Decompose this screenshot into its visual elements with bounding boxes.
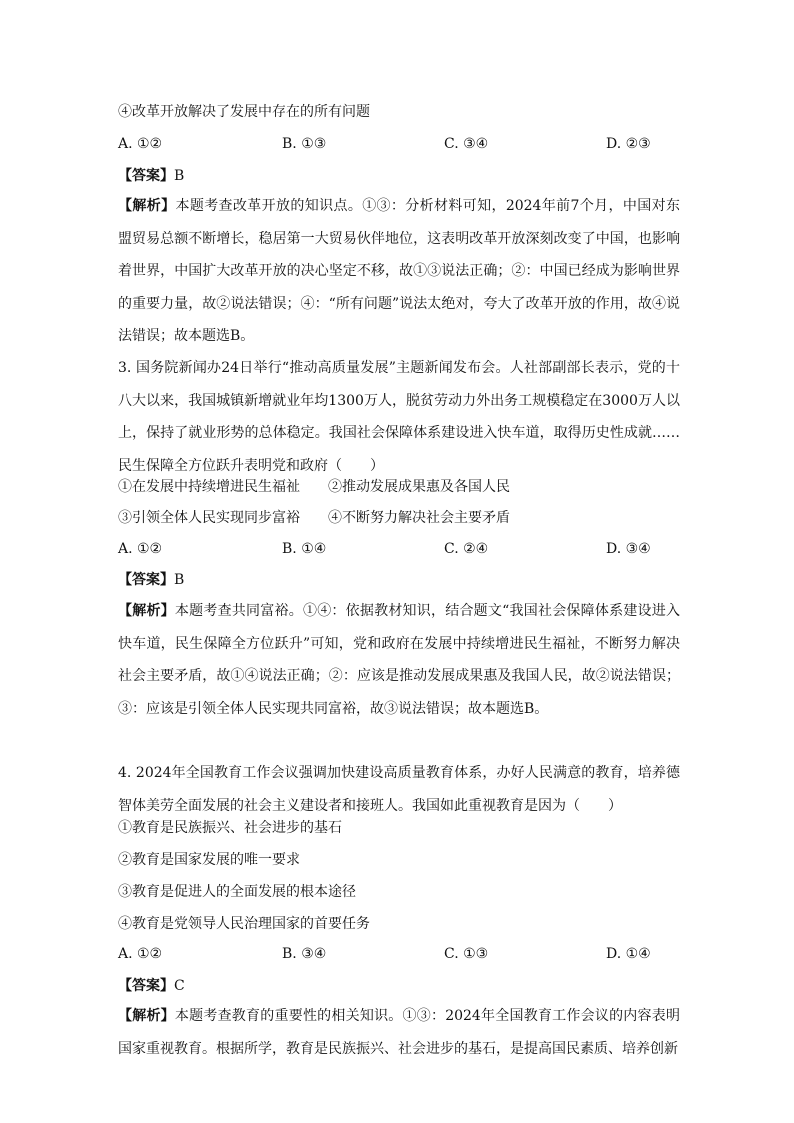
q4-item-1: ①教育是民族振兴、社会进步的基石 <box>118 820 342 836</box>
analysis-label: 【解析】 <box>118 1008 175 1024</box>
q4-options <box>118 944 688 964</box>
q2-answer <box>118 166 184 186</box>
q4-option-d: D. ①④ <box>606 946 651 962</box>
answer-value: B <box>174 572 185 588</box>
q3-option-b: B. ①④ <box>282 541 327 557</box>
q2-option-c: C. ③④ <box>444 136 489 152</box>
analysis-text: 本题考查改革开放的知识点。①③：分析材料可知，2024年前7个月，中国对东盟贸易总额不断增长，稳居第一大贸易伙伴地位，这表明改革开放深刻改变了中国，也影响着世界，中国扩大改革开放的决心坚定不移，故①③说法正确；②：中国已经成为影响世界的重要力量，故②说法错误；④：“所有问题”说法太绝对，夸大了改革开放的作用，故④说法错误；故本题选B。 <box>118 198 681 344</box>
q3-item-2: ②推动发展成果惠及各国人民 <box>328 479 510 495</box>
analysis-text: 本题考查教育的重要性的相关知识。①③：2024年全国教育工作会议的内容表明国家重视教育。根据所学，教育是民族振兴、社会进步的基石，是提高国民素质、培养创新 <box>118 1008 680 1057</box>
q2-options <box>118 134 688 154</box>
q4-option-b: B. ③④ <box>282 946 327 962</box>
q3-item-row-2 <box>118 508 510 528</box>
q2-option-d: D. ②③ <box>606 136 651 152</box>
q4-answer <box>118 976 185 996</box>
q3-item-4: ④不断努力解决社会主要矛盾 <box>328 510 510 526</box>
q4-stem: 4. 2024年全国教育工作会议强调加快建设高质量教育体系，办好人民满意的教育，培养德智体美劳全面发展的社会主义建设者和接班人。我国如此重视教育是因为（ ） <box>118 765 680 814</box>
q3-option-d: D. ③④ <box>606 541 651 557</box>
q3-item-3: ③引领全体人民实现同步富裕 <box>118 510 300 526</box>
q2-item-4: ④改革开放解决了发展中存在的所有问题 <box>118 104 370 120</box>
answer-value: B <box>174 168 185 184</box>
q3-answer <box>118 570 184 590</box>
q2-option-a: A. ①② <box>118 136 163 152</box>
q2-analysis <box>118 190 680 353</box>
q4-item-3: ③教育是促进人的全面发展的根本途径 <box>118 884 356 900</box>
answer-value: C <box>174 978 185 994</box>
q2-option-b: B. ①③ <box>282 136 327 152</box>
q3-options <box>118 539 688 559</box>
q3-item-1: ①在发展中持续增进民生福祉 <box>118 479 300 495</box>
analysis-text: 本题考查共同富裕。①④：依据教材知识，结合题文“我国社会保障体系建设进入快车道，民生保障全方位跃升”可知，党和政府在发展中持续增进民生福祉，不断努力解决社会主要矛盾，故①④说法正确；②：应该是推动发展成果惠及我国人民，故②说法错误；③：应该是引领全体人民实现共同富裕，故③说法错误；故本题选B。 <box>118 603 681 717</box>
q3-option-c: C. ②④ <box>444 541 489 557</box>
q4-analysis <box>118 1000 680 1065</box>
answer-label: 【答案】 <box>118 978 174 994</box>
q4-item-2: ②教育是国家发展的唯一要求 <box>118 852 300 868</box>
answer-label: 【答案】 <box>118 572 174 588</box>
q3-option-a: A. ①② <box>118 541 163 557</box>
q3-item-row-1 <box>118 477 510 497</box>
analysis-label: 【解析】 <box>118 603 175 619</box>
q4-option-c: C. ①③ <box>444 946 489 962</box>
q4-option-a: A. ①② <box>118 946 163 962</box>
analysis-label: 【解析】 <box>118 198 176 214</box>
answer-label: 【答案】 <box>118 168 174 184</box>
q3-stem: 3. 国务院新闻办24日举行“推动高质量发展”主题新闻发布会。人社部副部长表示，党的十八大以来，我国城镇新增就业年均1300万人，脱贫劳动力外出务工规模稳定在3000万人以上，保持了就业形势的总体稳定。我国社会保障体系建设进入快车道，取得历史性成就……民生保障全方位跃升表明党和政府（ ） <box>118 360 680 474</box>
q4-item-4: ④教育是党领导人民治理国家的首要任务 <box>118 916 370 932</box>
q3-analysis <box>118 595 680 725</box>
